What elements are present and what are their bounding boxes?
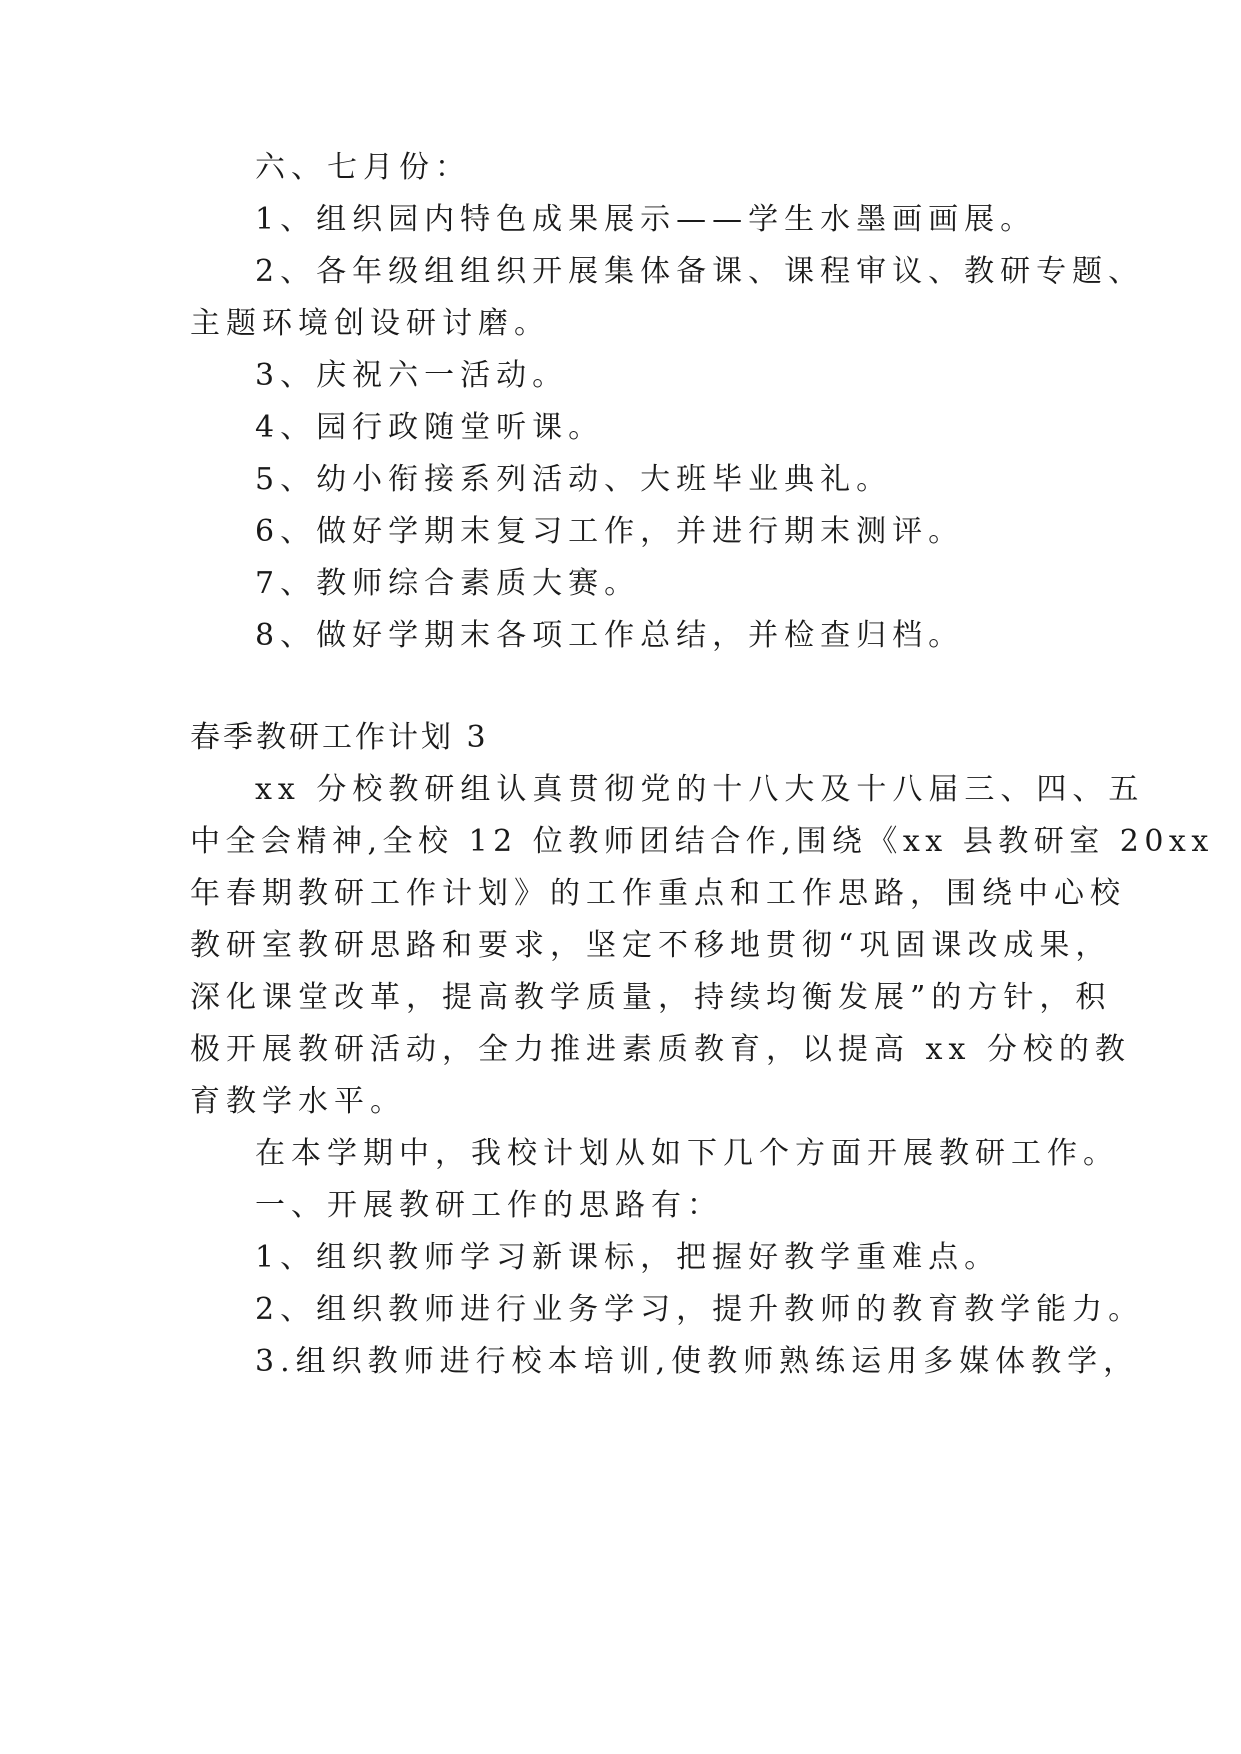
intro-paragraph-line: 育教学水平。 [190, 1084, 406, 1119]
list-item-6: 6、做好学期末复习工作，并进行期末测评。 [255, 514, 965, 549]
idea-item-2: 2、组织教师进行业务学习，提升教师的教育教学能力。 [255, 1292, 1145, 1327]
list-item-4: 4、园行政随堂听课。 [255, 410, 605, 445]
list-item-8: 8、做好学期末各项工作总结，并检查归档。 [255, 618, 965, 653]
semester-plan-line: 在本学期中，我校计划从如下几个方面开展教研工作。 [255, 1136, 1119, 1171]
intro-paragraph-line: 深化课堂改革，提高教学质量，持续均衡发展”的方针，积 [190, 980, 1112, 1015]
ideas-subheading: 一、开展教研工作的思路有： [255, 1188, 723, 1223]
intro-paragraph-line: 教研室教研思路和要求，坚定不移地贯彻“巩固课改成果， [190, 928, 1112, 963]
list-item-2-line-1: 2、各年级组组织开展集体备课、课程审议、教研专题、 [255, 254, 1145, 289]
intro-paragraph-line: 极开展教研活动，全力推进素质教育，以提高 xx 分校的教 [190, 1032, 1131, 1067]
idea-item-1: 1、组织教师学习新课标，把握好教学重难点。 [255, 1240, 1001, 1275]
list-item-5: 5、幼小衔接系列活动、大班毕业典礼。 [255, 462, 893, 497]
list-item-7: 7、教师综合素质大赛。 [255, 566, 641, 601]
intro-paragraph-line: 中全会精神,全校 12 位教师团结合作,围绕《xx 县教研室 20xx [190, 824, 1214, 859]
section-heading-plan-3: 春季教研工作计划 3 [190, 720, 489, 755]
list-item-1: 1、组织园内特色成果展示——学生水墨画画展。 [255, 202, 1037, 237]
list-item-3: 3、庆祝六一活动。 [255, 358, 569, 393]
idea-item-3: 3.组织教师进行校本培训,使教师熟练运用多媒体教学， [255, 1344, 1140, 1379]
intro-paragraph-line: 年春期教研工作计划》的工作重点和工作思路，围绕中心校 [190, 876, 1126, 911]
section-title-june-july: 六、七月份： [255, 150, 471, 185]
list-item-2-line-2: 主题环境创设研讨磨。 [190, 306, 550, 341]
intro-paragraph-line: xx 分校教研组认真贯彻党的十八大及十八届三、四、五 [255, 772, 1145, 807]
